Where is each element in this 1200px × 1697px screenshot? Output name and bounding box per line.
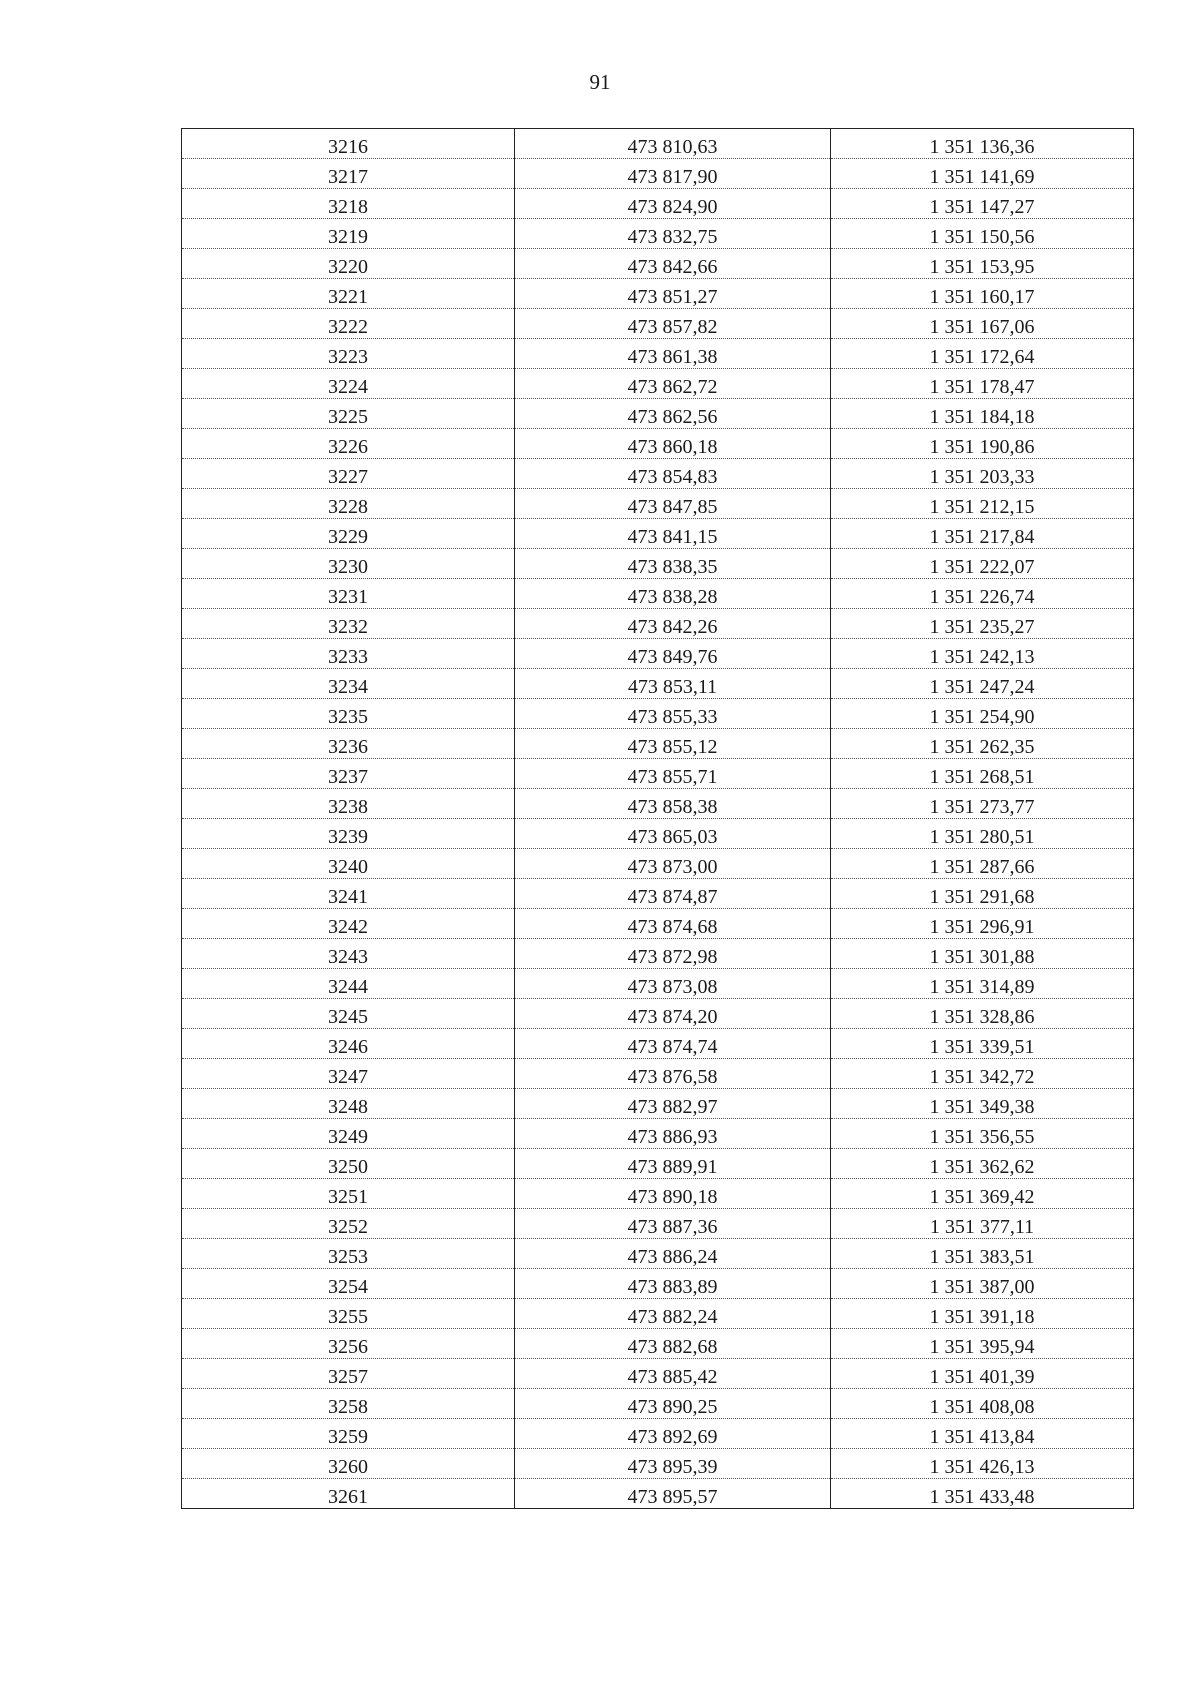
x-coordinate-cell: 473 874,20 <box>515 999 831 1029</box>
x-coordinate-cell: 473 886,24 <box>515 1239 831 1269</box>
table-row <box>182 969 1134 999</box>
point-number-cell: 3253 <box>182 1239 515 1269</box>
page-number: 91 <box>589 70 611 94</box>
x-coordinate-cell: 473 882,68 <box>515 1329 831 1359</box>
y-coordinate-cell: 1 351 147,27 <box>831 189 1134 219</box>
point-number-cell: 3220 <box>182 249 515 279</box>
table-row <box>182 1239 1134 1269</box>
x-coordinate-cell: 473 858,38 <box>515 789 831 819</box>
y-coordinate-cell: 1 351 401,39 <box>831 1359 1134 1389</box>
x-coordinate-cell: 473 882,24 <box>515 1299 831 1329</box>
table-row <box>182 1059 1134 1089</box>
table-row <box>182 669 1134 699</box>
table-row <box>182 1119 1134 1149</box>
point-number-cell: 3251 <box>182 1179 515 1209</box>
y-coordinate-cell: 1 351 141,69 <box>831 159 1134 189</box>
point-number-cell: 3255 <box>182 1299 515 1329</box>
y-coordinate-cell: 1 351 377,11 <box>831 1209 1134 1239</box>
point-number-cell: 3228 <box>182 489 515 519</box>
x-coordinate-cell: 473 841,15 <box>515 519 831 549</box>
point-number-cell: 3237 <box>182 759 515 789</box>
point-number-cell: 3224 <box>182 369 515 399</box>
point-number-cell: 3229 <box>182 519 515 549</box>
x-coordinate-cell: 473 855,33 <box>515 699 831 729</box>
y-coordinate-cell: 1 351 369,42 <box>831 1179 1134 1209</box>
x-coordinate-cell: 473 857,82 <box>515 309 831 339</box>
y-coordinate-cell: 1 351 426,13 <box>831 1449 1134 1479</box>
x-coordinate-cell: 473 862,72 <box>515 369 831 399</box>
table-row <box>182 609 1134 639</box>
x-coordinate-cell: 473 876,58 <box>515 1059 831 1089</box>
y-coordinate-cell: 1 351 242,13 <box>831 639 1134 669</box>
x-coordinate-cell: 473 885,42 <box>515 1359 831 1389</box>
x-coordinate-cell: 473 874,74 <box>515 1029 831 1059</box>
y-coordinate-cell: 1 351 383,51 <box>831 1239 1134 1269</box>
x-coordinate-cell: 473 842,66 <box>515 249 831 279</box>
table-row <box>182 1149 1134 1179</box>
point-number-cell: 3219 <box>182 219 515 249</box>
table-row <box>182 729 1134 759</box>
x-coordinate-cell: 473 886,93 <box>515 1119 831 1149</box>
x-coordinate-cell: 473 889,91 <box>515 1149 831 1179</box>
point-number-cell: 3222 <box>182 309 515 339</box>
table-row <box>182 279 1134 309</box>
table-row <box>182 339 1134 369</box>
point-number-cell: 3230 <box>182 549 515 579</box>
y-coordinate-cell: 1 351 226,74 <box>831 579 1134 609</box>
x-coordinate-cell: 473 865,03 <box>515 819 831 849</box>
table-row <box>182 1209 1134 1239</box>
y-coordinate-cell: 1 351 287,66 <box>831 849 1134 879</box>
table-row <box>182 849 1134 879</box>
y-coordinate-cell: 1 351 362,62 <box>831 1149 1134 1179</box>
y-coordinate-cell: 1 351 291,68 <box>831 879 1134 909</box>
x-coordinate-cell: 473 851,27 <box>515 279 831 309</box>
point-number-cell: 3232 <box>182 609 515 639</box>
y-coordinate-cell: 1 351 280,51 <box>831 819 1134 849</box>
point-number-cell: 3248 <box>182 1089 515 1119</box>
x-coordinate-cell: 473 838,28 <box>515 579 831 609</box>
y-coordinate-cell: 1 351 136,36 <box>831 129 1134 159</box>
table-row <box>182 1269 1134 1299</box>
x-coordinate-cell: 473 810,63 <box>515 129 831 159</box>
point-number-cell: 3256 <box>182 1329 515 1359</box>
point-number-cell: 3226 <box>182 429 515 459</box>
table-row <box>182 879 1134 909</box>
x-coordinate-cell: 473 842,26 <box>515 609 831 639</box>
y-coordinate-cell: 1 351 203,33 <box>831 459 1134 489</box>
table-row <box>182 129 1134 159</box>
y-coordinate-cell: 1 351 314,89 <box>831 969 1134 999</box>
coordinates-table-body <box>182 129 1134 1509</box>
y-coordinate-cell: 1 351 268,51 <box>831 759 1134 789</box>
y-coordinate-cell: 1 351 262,35 <box>831 729 1134 759</box>
point-number-cell: 3249 <box>182 1119 515 1149</box>
point-number-cell: 3217 <box>182 159 515 189</box>
y-coordinate-cell: 1 351 153,95 <box>831 249 1134 279</box>
coordinates-table <box>181 128 1134 1509</box>
point-number-cell: 3223 <box>182 339 515 369</box>
point-number-cell: 3245 <box>182 999 515 1029</box>
table-row <box>182 819 1134 849</box>
x-coordinate-cell: 473 883,89 <box>515 1269 831 1299</box>
point-number-cell: 3231 <box>182 579 515 609</box>
point-number-cell: 3260 <box>182 1449 515 1479</box>
point-number-cell: 3240 <box>182 849 515 879</box>
table-row <box>182 639 1134 669</box>
table-row <box>182 1449 1134 1479</box>
point-number-cell: 3252 <box>182 1209 515 1239</box>
table-row <box>182 519 1134 549</box>
y-coordinate-cell: 1 351 172,64 <box>831 339 1134 369</box>
x-coordinate-cell: 473 824,90 <box>515 189 831 219</box>
table-row <box>182 309 1134 339</box>
point-number-cell: 3218 <box>182 189 515 219</box>
point-number-cell: 3242 <box>182 909 515 939</box>
x-coordinate-cell: 473 873,00 <box>515 849 831 879</box>
y-coordinate-cell: 1 351 190,86 <box>831 429 1134 459</box>
table-row <box>182 759 1134 789</box>
x-coordinate-cell: 473 882,97 <box>515 1089 831 1119</box>
y-coordinate-cell: 1 351 395,94 <box>831 1329 1134 1359</box>
y-coordinate-cell: 1 351 167,06 <box>831 309 1134 339</box>
table-row <box>182 1329 1134 1359</box>
table-row <box>182 549 1134 579</box>
point-number-cell: 3234 <box>182 669 515 699</box>
point-number-cell: 3259 <box>182 1419 515 1449</box>
table-row <box>182 459 1134 489</box>
x-coordinate-cell: 473 817,90 <box>515 159 831 189</box>
y-coordinate-cell: 1 351 296,91 <box>831 909 1134 939</box>
y-coordinate-cell: 1 351 349,38 <box>831 1089 1134 1119</box>
point-number-cell: 3225 <box>182 399 515 429</box>
y-coordinate-cell: 1 351 217,84 <box>831 519 1134 549</box>
x-coordinate-cell: 473 832,75 <box>515 219 831 249</box>
table-row <box>182 1479 1134 1509</box>
x-coordinate-cell: 473 855,71 <box>515 759 831 789</box>
table-row <box>182 1419 1134 1449</box>
table-row <box>182 219 1134 249</box>
table-row <box>182 249 1134 279</box>
y-coordinate-cell: 1 351 391,18 <box>831 1299 1134 1329</box>
x-coordinate-cell: 473 872,98 <box>515 939 831 969</box>
point-number-cell: 3227 <box>182 459 515 489</box>
x-coordinate-cell: 473 890,25 <box>515 1389 831 1419</box>
x-coordinate-cell: 473 890,18 <box>515 1179 831 1209</box>
point-number-cell: 3261 <box>182 1479 515 1509</box>
y-coordinate-cell: 1 351 301,88 <box>831 939 1134 969</box>
point-number-cell: 3250 <box>182 1149 515 1179</box>
table-row <box>182 189 1134 219</box>
point-number-cell: 3236 <box>182 729 515 759</box>
y-coordinate-cell: 1 351 433,48 <box>831 1479 1134 1509</box>
y-coordinate-cell: 1 351 254,90 <box>831 699 1134 729</box>
table-row <box>182 939 1134 969</box>
x-coordinate-cell: 473 892,69 <box>515 1419 831 1449</box>
table-row <box>182 579 1134 609</box>
point-number-cell: 3254 <box>182 1269 515 1299</box>
point-number-cell: 3238 <box>182 789 515 819</box>
x-coordinate-cell: 473 873,08 <box>515 969 831 999</box>
point-number-cell: 3246 <box>182 1029 515 1059</box>
x-coordinate-cell: 473 895,57 <box>515 1479 831 1509</box>
table-row <box>182 1389 1134 1419</box>
x-coordinate-cell: 473 853,11 <box>515 669 831 699</box>
y-coordinate-cell: 1 351 408,08 <box>831 1389 1134 1419</box>
table-row <box>182 1029 1134 1059</box>
point-number-cell: 3233 <box>182 639 515 669</box>
table-row <box>182 369 1134 399</box>
point-number-cell: 3241 <box>182 879 515 909</box>
y-coordinate-cell: 1 351 387,00 <box>831 1269 1134 1299</box>
x-coordinate-cell: 473 847,85 <box>515 489 831 519</box>
table-row <box>182 699 1134 729</box>
point-number-cell: 3243 <box>182 939 515 969</box>
y-coordinate-cell: 1 351 178,47 <box>831 369 1134 399</box>
y-coordinate-cell: 1 351 160,17 <box>831 279 1134 309</box>
table-row <box>182 1299 1134 1329</box>
y-coordinate-cell: 1 351 342,72 <box>831 1059 1134 1089</box>
table-row <box>182 1359 1134 1389</box>
y-coordinate-cell: 1 351 235,27 <box>831 609 1134 639</box>
table-row <box>182 909 1134 939</box>
x-coordinate-cell: 473 849,76 <box>515 639 831 669</box>
y-coordinate-cell: 1 351 212,15 <box>831 489 1134 519</box>
x-coordinate-cell: 473 854,83 <box>515 459 831 489</box>
table-row <box>182 789 1134 819</box>
point-number-cell: 3239 <box>182 819 515 849</box>
table-row <box>182 1179 1134 1209</box>
point-number-cell: 3244 <box>182 969 515 999</box>
x-coordinate-cell: 473 874,87 <box>515 879 831 909</box>
table-row <box>182 159 1134 189</box>
x-coordinate-cell: 473 862,56 <box>515 399 831 429</box>
x-coordinate-cell: 473 895,39 <box>515 1449 831 1479</box>
x-coordinate-cell: 473 838,35 <box>515 549 831 579</box>
point-number-cell: 3235 <box>182 699 515 729</box>
point-number-cell: 3247 <box>182 1059 515 1089</box>
x-coordinate-cell: 473 855,12 <box>515 729 831 759</box>
point-number-cell: 3221 <box>182 279 515 309</box>
y-coordinate-cell: 1 351 222,07 <box>831 549 1134 579</box>
table-row <box>182 399 1134 429</box>
y-coordinate-cell: 1 351 184,18 <box>831 399 1134 429</box>
y-coordinate-cell: 1 351 328,86 <box>831 999 1134 1029</box>
table-row <box>182 429 1134 459</box>
y-coordinate-cell: 1 351 273,77 <box>831 789 1134 819</box>
point-number-cell: 3257 <box>182 1359 515 1389</box>
table-row <box>182 1089 1134 1119</box>
y-coordinate-cell: 1 351 413,84 <box>831 1419 1134 1449</box>
y-coordinate-cell: 1 351 150,56 <box>831 219 1134 249</box>
x-coordinate-cell: 473 874,68 <box>515 909 831 939</box>
point-number-cell: 3258 <box>182 1389 515 1419</box>
y-coordinate-cell: 1 351 356,55 <box>831 1119 1134 1149</box>
table-row <box>182 489 1134 519</box>
table-row <box>182 999 1134 1029</box>
x-coordinate-cell: 473 887,36 <box>515 1209 831 1239</box>
x-coordinate-cell: 473 861,38 <box>515 339 831 369</box>
y-coordinate-cell: 1 351 339,51 <box>831 1029 1134 1059</box>
point-number-cell: 3216 <box>182 129 515 159</box>
y-coordinate-cell: 1 351 247,24 <box>831 669 1134 699</box>
x-coordinate-cell: 473 860,18 <box>515 429 831 459</box>
